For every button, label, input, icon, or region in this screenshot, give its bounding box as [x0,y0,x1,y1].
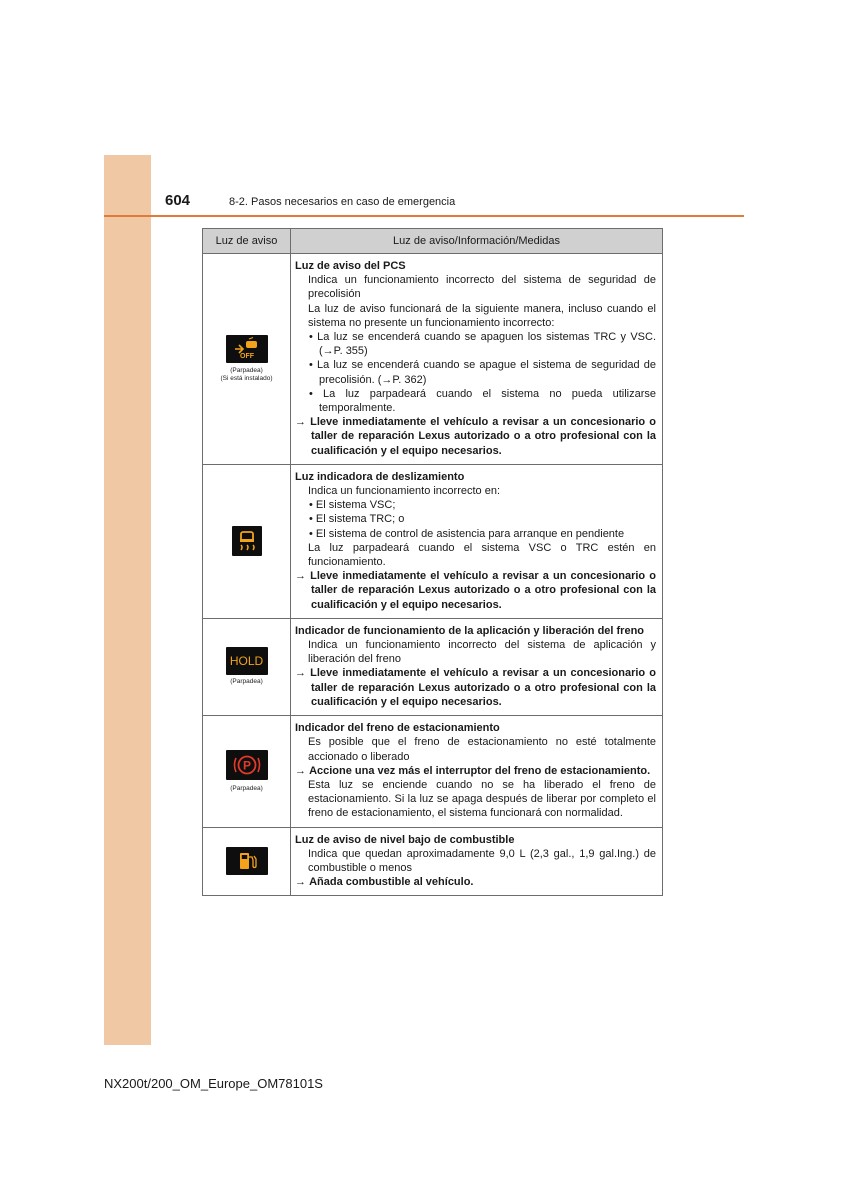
icon-cell [203,618,291,715]
bullet-item: • La luz parpadeará cuando el sistema no pueda utilizarse temporalmente. [309,387,656,415]
description-cell [291,716,663,827]
row-title: Luz indicadora de deslizamiento [295,470,465,483]
action-item [295,569,656,612]
icon-cell [203,254,291,465]
row-title: Indicador de funcionamiento de la aplicación y liberación del freno [295,624,645,637]
row-text: Esta luz se enciende cuando no se ha liberado el freno de estacionamiento. Si la luz se apaga después de liberar por completo el freno de estacionamiento, el sistema funcionará con normalidad. [308,778,656,820]
header-rule [104,215,744,217]
description-cell [291,827,663,896]
pcs-off-icon [226,335,268,363]
arrow-icon: → [295,764,310,777]
bullet-item: • La luz se encenderá cuando se apague el sistema de seguridad de precolisión. (→P. 362) [309,359,656,386]
parking-brake-icon [226,750,268,780]
icon-note: (Parpadea) [230,784,263,792]
arrow-icon: → [295,570,311,583]
row-title: Luz de aviso del PCS [295,260,406,272]
parking-brake-icon-label: P [242,758,251,773]
bullet-item: • El sistema de control de asistencia para arranque en pendiente [309,527,625,540]
action-text: Lleve inmediatamente el vehículo a revisar a un concesionario o taller de reparación Lexus autorizado o a otro profesional con la cualificación y el equipo necesarios. [310,667,656,708]
table-row-parking-brake [203,716,663,827]
row-text: La luz de aviso funcionará de la siguiente manera, incluso cuando el sistema no presente un funcionamiento incorrecto: [308,302,656,329]
row-text: Indica un funcionamiento incorrecto del sistema de aplicación y liberación del freno [308,639,656,666]
action-text: Lleve inmediatamente el vehículo a revisar a un concesionario o taller de reparación Lexus autorizado o a otro profesional con la cualificación y el equipo necesarios. [310,570,656,611]
action-text: Lleve inmediatamente el vehículo a revisar a un concesionario o taller de reparación Lexus autorizado o a otro profesional con la cualificación y el equipo necesarios. [310,416,656,457]
action-item [295,666,656,709]
description-cell [291,464,663,618]
bullet-item: • El sistema VSC; [309,499,396,512]
icon-cell [203,464,291,618]
row-title: Luz de aviso de nivel bajo de combustible [295,833,515,846]
icon-cell [203,716,291,827]
icon-note: (Parpadea) [230,678,263,686]
description-cell [291,618,663,715]
slip-indicator-icon [232,526,262,556]
table-row-slip [203,464,663,618]
page-footer: NX200t/200_OM_Europe_OM78101S [104,1076,323,1091]
bullet-item: • La luz se encenderá cuando se apaguen los sistemas TRC y VSC. (→P. 355) [309,331,656,358]
page-sidebar-tab [104,155,151,1045]
bullet-item: • El sistema TRC; o [309,513,405,526]
table-row-pcs [203,254,663,465]
action-item [295,764,656,778]
column-header-light: Luz de aviso [203,229,291,254]
icon-cell [203,827,291,896]
svg-text:OFF: OFF [239,352,254,360]
row-title: Indicador del freno de estacionamiento [295,722,500,735]
action-text: Añada combustible al vehículo. [309,876,474,889]
action-item [295,415,656,458]
page-number: 604 [165,192,191,209]
arrow-icon: → [295,667,311,680]
table-header-row [203,229,663,254]
hold-icon-label: HOLD [229,654,264,669]
column-header-info: Luz de aviso/Información/Medidas [291,229,663,254]
warning-lights-table [202,228,663,896]
table-row-hold [203,618,663,715]
fuel-pump-icon [226,847,268,875]
description-cell [291,254,663,465]
row-text: La luz parpadeará cuando el sistema VSC o TRC estén en funcionamiento. [308,541,656,569]
action-text: Accione una vez más el interruptor del freno de estacionamiento. [309,764,651,777]
action-item [295,875,656,889]
icon-note: (Si está instalado) [220,374,273,382]
table-row-fuel [203,827,663,896]
hold-icon [226,647,268,675]
row-text: Indica que quedan aproximadamente 9,0 L (2,3 gal., 1,9 gal.Ing.) de combustible o menos [308,847,656,874]
icon-note: (Parpadea) [230,366,263,374]
arrow-icon: → [295,416,311,429]
row-text: Indica un funcionamiento incorrecto en: [308,485,501,498]
row-text: Es posible que el freno de estacionamiento no esté totalmente accionado o liberado [308,736,656,763]
arrow-icon: → [295,876,310,889]
row-text: Indica un funcionamiento incorrecto del sistema de seguridad de precolisión [308,274,656,301]
section-title: 8-2. Pasos necesarios en caso de emergencia [229,196,456,208]
